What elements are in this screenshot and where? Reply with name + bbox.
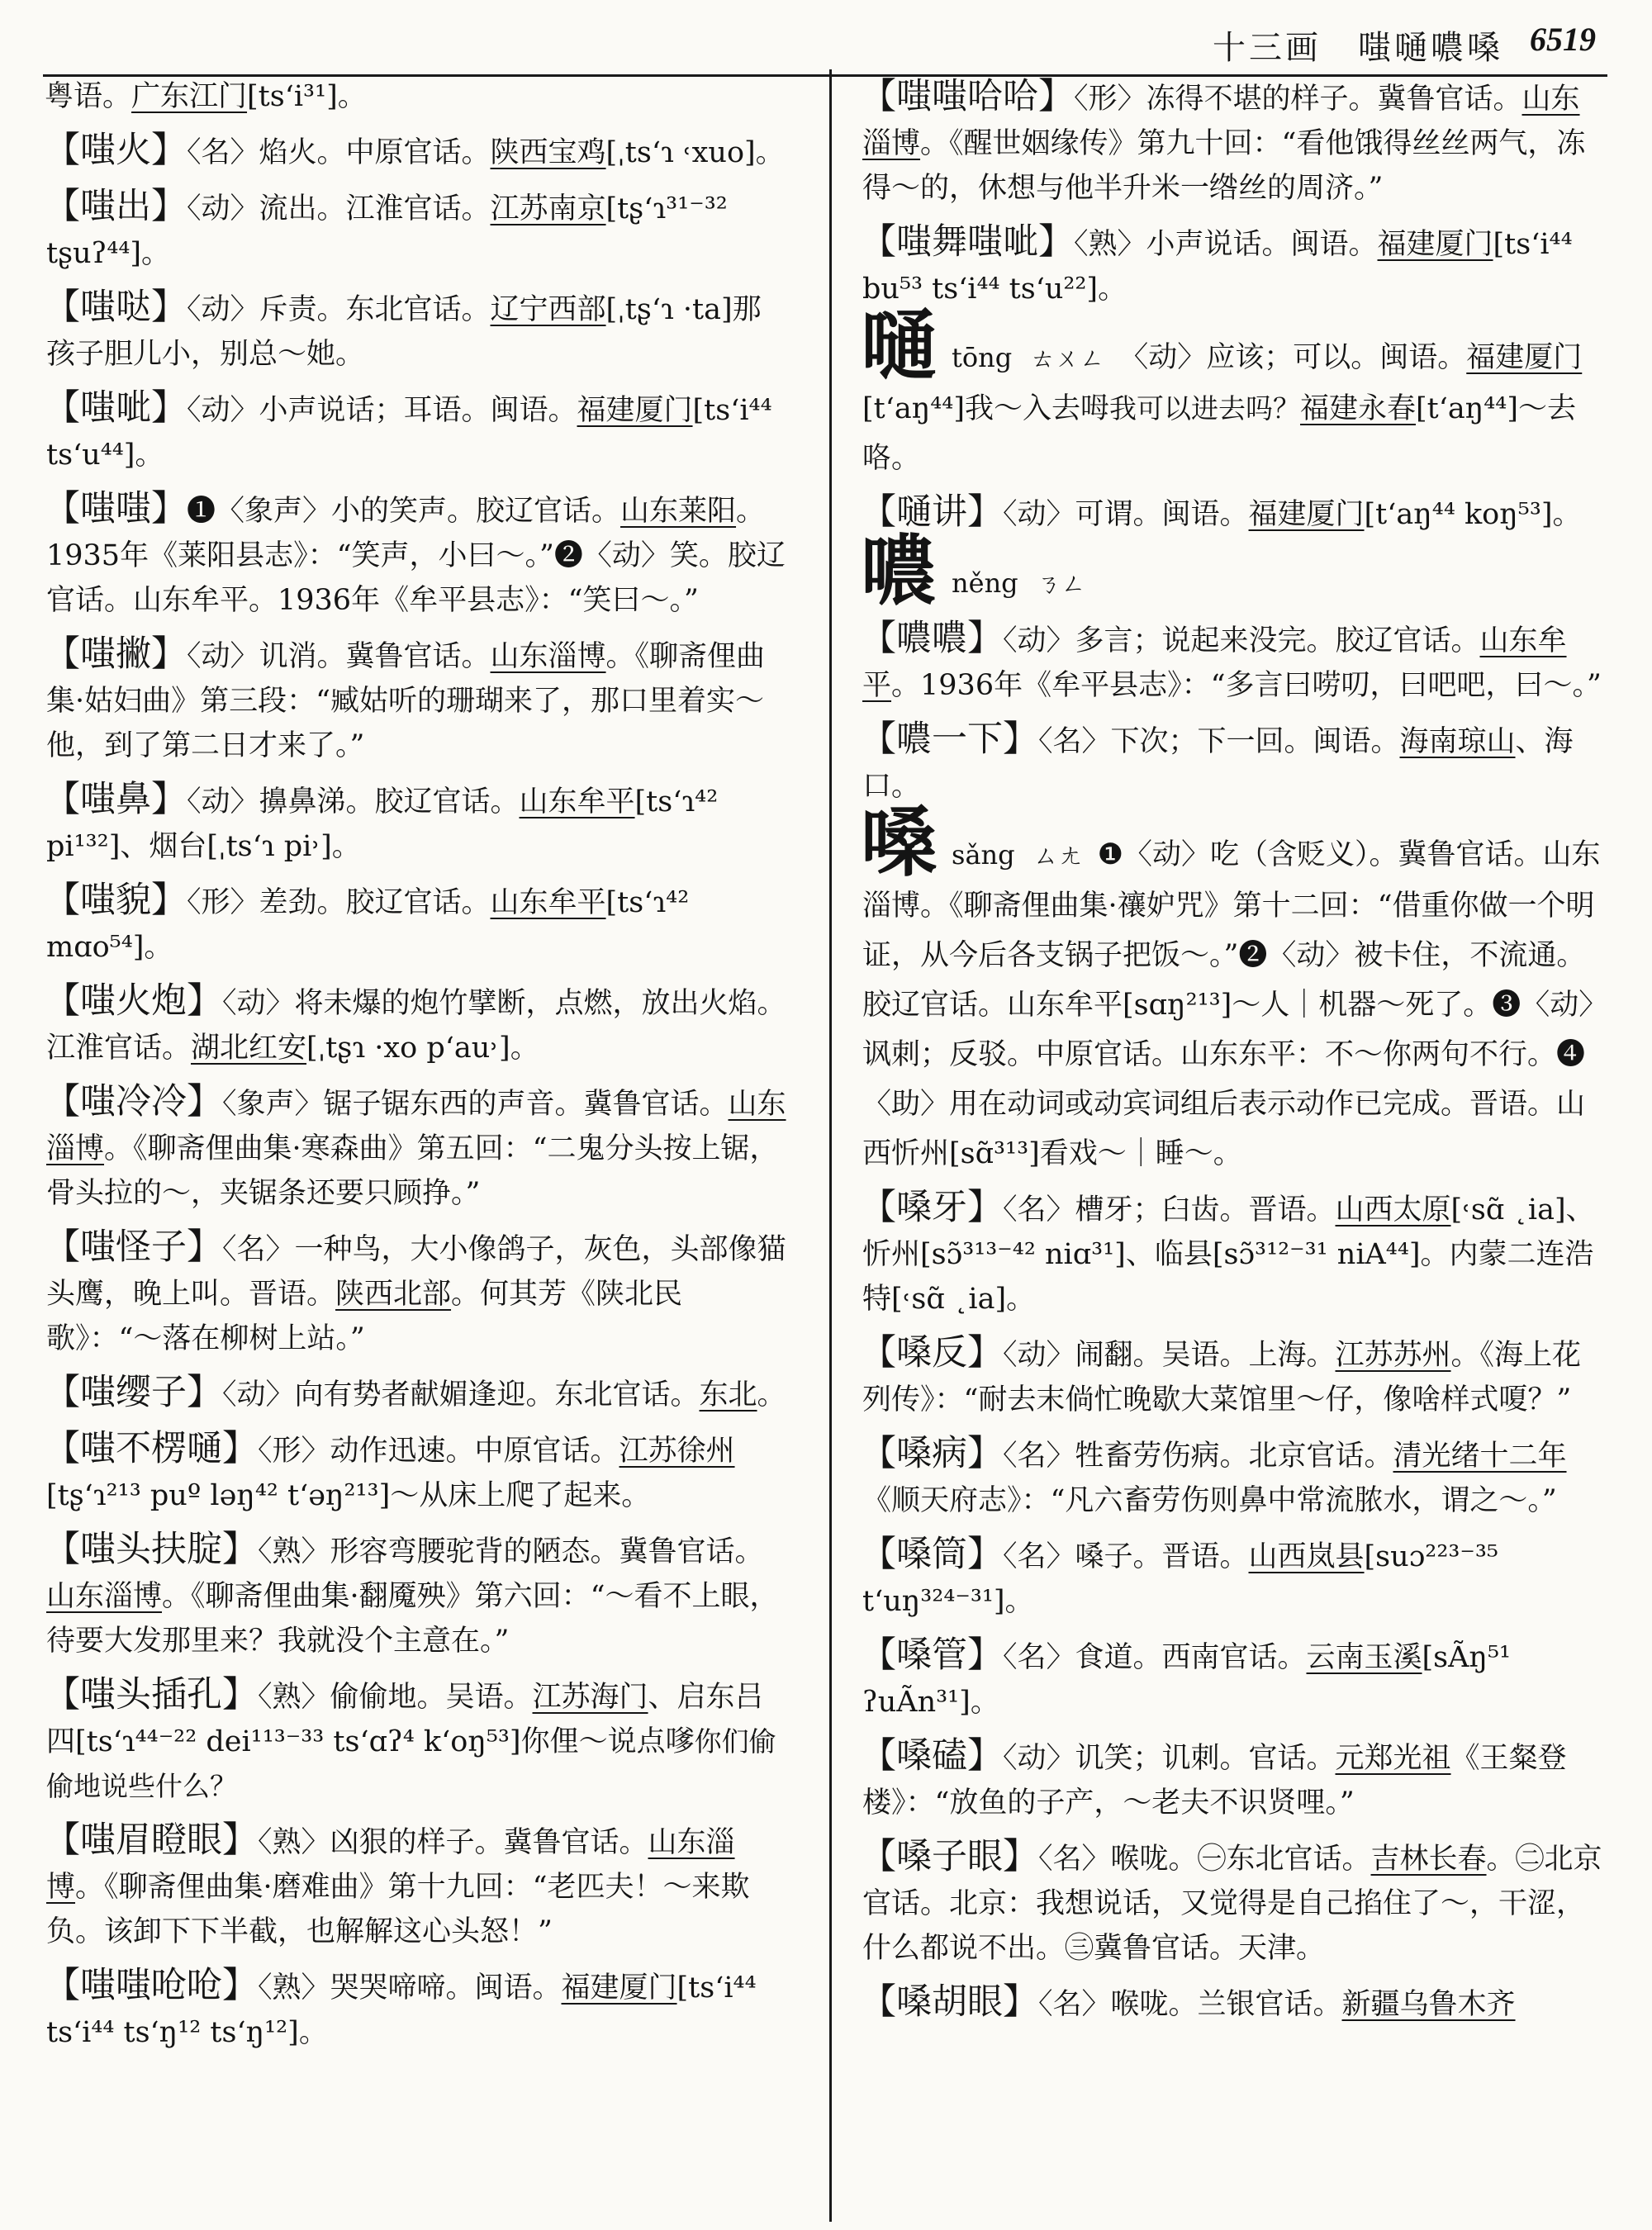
dictionary-entry: 【嗤怪子】〈名〉一种鸟，大小像鸽子，灰色，头部像猫头鹰，晚上叫。晋语。陕西北部。何其芳《陕北民歌》：“～落在柳树上站。” xyxy=(45,1226,786,1355)
region: 元郑光祖 xyxy=(1335,1742,1451,1775)
dictionary-entry: 【嗤嗤呛呛】〈熟〉哭哭啼啼。闽语。福建厦门[ts‘i⁴⁴ ts‘i⁴⁴ ts‘ŋ¹² ts‘ŋ¹²]。 xyxy=(45,1965,757,2049)
dictionary-entry: 【嗓病】〈名〉牲畜劳伤病。北京官话。清光绪十二年《顺天府志》：“凡六畜劳伤则鼻中常流脓水，谓之～。” xyxy=(861,1433,1567,1517)
page-number: 6519 xyxy=(1530,21,1596,58)
headword: 【嗤嗤呛呛】 xyxy=(45,1965,258,2006)
dictionary-entry: 【噥一下】〈名〉下次；下一回。闽语。海南琼山、海口。 xyxy=(861,719,1574,803)
dictionary-entry: 【嗤火】〈名〉焰火。中原官话。陕西宝鸡[ˌts‘ɿ ˓xuo]。 xyxy=(45,130,785,171)
region: 陕西宝鸡 xyxy=(490,136,606,169)
region: 山东牟平 xyxy=(862,624,1567,702)
headword: 【嗤头插孔】 xyxy=(45,1674,258,1715)
pinyin: sǎng xyxy=(952,839,1015,871)
region: 福建永春 xyxy=(1299,392,1416,425)
region: 福建厦门 xyxy=(1377,228,1493,261)
region: 福建厦门 xyxy=(577,394,693,427)
headword: 【嗤撇】 xyxy=(45,633,187,675)
headword: 【嗤出】 xyxy=(45,186,187,227)
region: 山东淄博 xyxy=(46,1088,786,1165)
zhuyin: ㄋㄥ xyxy=(1036,570,1086,599)
region: 清光绪十二年 xyxy=(1393,1440,1567,1473)
dictionary-entry: 【嗓牙】〈名〉槽牙；臼齿。晋语。山西太原[˓sɑ̃ ˛ia]、忻州[sɔ̃³¹³⁻⁴² niɑ³¹]、临县[sɔ̃³¹²⁻³¹ niA⁴⁴]。内蒙二连浩特[˓sɑ̃ ˛ia]。 xyxy=(861,1187,1595,1316)
region: 湖北红安 xyxy=(191,1032,307,1065)
region: 云南玉溪 xyxy=(1306,1641,1422,1674)
dictionary-entry: 【嗤火炮】〈动〉将未爆的炮竹擘断，点燃，放出火焰。江淮官话。湖北红安[ˌtʂɿ ·xo p‘au˒]。 xyxy=(45,980,786,1065)
region: 山东牟平 xyxy=(519,785,635,818)
zhuyin: ㄊㄨㄥ xyxy=(1030,344,1105,373)
region: 山东淄博 xyxy=(862,83,1580,160)
dictionary-entry: 【嗓子眼】〈名〉喉咙。㊀东北官话。吉林长春。㊁北京官话。北京：我想说话，又觉得是自己掐住了～，干涩，什么都说不出。㊂冀鲁官话。天津。 xyxy=(861,1836,1602,1965)
pinyin: něng xyxy=(952,567,1018,599)
dictionary-entry: 【嗤缨子】〈动〉向有势者献媚逢迎。东北官话。东北。 xyxy=(45,1372,786,1413)
region: 山西岚县 xyxy=(1248,1540,1365,1573)
dictionary-entry: 【嗤嗤哈哈】〈形〉冻得不堪的样子。冀鲁官话。山东淄博。《醒世姻缘传》第九十回：“看他饿得丝丝两气，冻得～的，休想与他半升米一绺丝的周济。” xyxy=(861,76,1586,205)
region: 吉林长春 xyxy=(1370,1843,1487,1876)
dictionary-entry: 粤语。广东江门[ts‘i³¹]。 xyxy=(45,80,367,113)
dictionary-entry: 【嗤不楞嗵】〈形〉动作迅速。中原官话。江苏徐州[tʂ‘ɿ²¹³ puº ləŋ⁴² t‘əŋ²¹³]～从床上爬了起来。 xyxy=(45,1428,735,1512)
dictionary-entry: 【嗤头插孔】〈熟〉偷偷地。吴语。江苏海门、启东吕四[ts‘ɿ⁴⁴⁻²² dei¹¹³⁻³³ ts‘ɑʔ⁴ k‘oŋ⁵³]你俚～说点嗲你们偷偷地说些什么？ xyxy=(45,1674,776,1802)
headword: 【嗤不楞嗵】 xyxy=(45,1428,258,1469)
headword: 【嗤鼻】 xyxy=(45,779,187,820)
dictionary-entry: 【嗤出】〈动〉流出。江淮官话。江苏南京[tʂ‘ɿ³¹⁻³² tʂuʔ⁴⁴]。 xyxy=(45,186,728,270)
headword: 【嗓磕】 xyxy=(861,1735,1003,1777)
headword: 【嗤火】 xyxy=(45,130,187,171)
region: 山东淄博 xyxy=(46,1826,735,1904)
character-entry-tong: 嗵tōng ㄊㄨㄥ 〈动〉应该；可以。闽语。福建厦门[t‘aŋ⁴⁴]我～入去呣我可以进去吗？福建永春[t‘aŋ⁴⁴]～去咯。 xyxy=(861,301,1583,475)
region: 江苏南京 xyxy=(490,192,606,225)
headword: 【嗵讲】 xyxy=(861,491,1003,533)
gloss: 我可以进去吗？ xyxy=(1108,392,1300,425)
region: 东北 xyxy=(699,1378,757,1412)
region: 山东莱阳 xyxy=(620,495,737,528)
pinyin: tōng xyxy=(952,342,1013,373)
region: 山西太原 xyxy=(1335,1193,1451,1226)
headword: 【嗓胡眼】 xyxy=(861,1981,1038,2023)
headword: 【嗤嗤哈哈】 xyxy=(861,76,1074,117)
headword: 【嗓管】 xyxy=(861,1635,1003,1676)
headword: 【嗤冷冷】 xyxy=(45,1081,222,1122)
region: 江苏苏州 xyxy=(1335,1339,1451,1372)
gloss: 你们偷偷地说些什么？ xyxy=(46,1725,776,1802)
region: 辽宁西部 xyxy=(490,293,606,326)
region: 江苏海门 xyxy=(532,1681,648,1714)
left-column xyxy=(46,74,790,2064)
region: 福建厦门 xyxy=(1466,341,1583,374)
dictionary-entry: 【嗓磕】〈动〉讥笑；讥刺。官话。元郑光祖《王粲登楼》：“放鱼的子产，～老夫不识贤哩。” xyxy=(861,1735,1567,1820)
dictionary-entry: 【嗤眉瞪眼】〈熟〉凶狠的样子。冀鲁官话。山东淄博。《聊斋俚曲集·磨难曲》第十九回：“老匹夫！～来欺负。该卸下下半截，也解解这心头怒！” xyxy=(45,1820,750,1948)
headword: 【嗓子眼】 xyxy=(861,1836,1038,1877)
headword: 【嗓病】 xyxy=(861,1433,1003,1474)
column-divider xyxy=(829,69,832,2222)
headword: 【嗓反】 xyxy=(861,1332,1003,1374)
dictionary-entry: 【嗓筒】〈名〉嗓子。晋语。山西岚县[suɔ²²³⁻³⁵ t‘uŋ³²⁴⁻³¹]。 xyxy=(861,1534,1498,1618)
headword: 【嗓牙】 xyxy=(861,1187,1003,1228)
headword: 【嗤舞嗤呲】 xyxy=(861,221,1074,263)
dictionary-entry: 【嗓反】〈动〉闹翻。吴语。上海。江苏苏州。《海上花列传》：“耐去末倘忙晚歇大菜馆里～仔，像啥样式嗄？” xyxy=(861,1332,1582,1416)
dictionary-entry: 【嗓管】〈名〉食道。西南官话。云南玉溪[sÃŋ⁵¹ ʔuÃn³¹]。 xyxy=(861,1635,1512,1719)
headword: 【噥一下】 xyxy=(861,719,1038,760)
region: 陕西北部 xyxy=(335,1278,452,1311)
dictionary-entry: 【嗤哒】〈动〉斥责。东北官话。辽宁西部[ˌtʂ‘ɿ ·ta]那孩子胆儿小，别总～她。 xyxy=(45,287,762,371)
headword: 【嗤缨子】 xyxy=(45,1372,222,1413)
head-character: 噥 xyxy=(861,526,938,615)
headword: 【嗤哒】 xyxy=(45,287,187,328)
dictionary-entry: 【嗤鼻】〈动〉擤鼻涕。胶辽官话。山东牟平[ts‘ɿ⁴² pi¹³²]、烟台[ˌts‘ɿ pi˒]。 xyxy=(45,779,719,863)
headword: 【嗤嗤】 xyxy=(45,488,187,529)
dictionary-entry: 【嗤冷冷】〈象声〉锯子锯东西的声音。冀鲁官话。山东淄博。《聊斋俚曲集·寒森曲》第五回：“二鬼分头按上锯，骨头拉的～，夹锯条还要只顾挣。” xyxy=(45,1081,786,1210)
head-character: 嗵 xyxy=(861,301,938,390)
zhuyin: ㄙㄤ xyxy=(1032,842,1083,871)
region: 福建厦门 xyxy=(561,1971,677,2005)
headword: 【嗤眉瞪眼】 xyxy=(45,1820,258,1861)
region: 江苏徐州 xyxy=(619,1435,735,1468)
headword: 【嗓筒】 xyxy=(861,1534,1003,1575)
dictionary-entry: 【嗵讲】〈动〉可谓。闽语。福建厦门[t‘aŋ⁴⁴ koŋ⁵³]。 xyxy=(861,491,1582,533)
headword: 【嗤火炮】 xyxy=(45,980,222,1022)
head-character: 嗓 xyxy=(861,798,938,887)
dictionary-entry: 【嗤头扶腚】〈熟〉形容弯腰驼背的陋态。冀鲁官话。山东淄博。《聊斋俚曲集·翻魇殃》第六回：“～看不上眼，待要大发那里来？我就没个主意在。” xyxy=(45,1529,779,1658)
dictionary-entry: 【嗤撇】〈动〉讥消。冀鲁官话。山东淄博。《聊斋俚曲集·姑妇曲》第三段：“臧姑听的珊瑚来了，那口里着实～他，到了第二日才来了。” xyxy=(45,633,766,762)
headword: 【嗤头扶腚】 xyxy=(45,1529,258,1570)
dictionary-entry: 【噥噥】〈动〉多言；说起来没完。胶辽官话。山东牟平。1936年《牟平县志》：“多言曰唠叨，曰吧吧，曰～。” xyxy=(861,618,1602,702)
headword: 【嗤呲】 xyxy=(45,387,187,429)
dictionary-entry: 【嗓胡眼】〈名〉喉咙。兰银官话。新疆乌鲁木齐 xyxy=(861,1981,1516,2023)
dictionary-entry: 【嗤舞嗤呲】〈熟〉小声说话。闽语。福建厦门[ts‘i⁴⁴ bu⁵³ ts‘i⁴⁴ ts‘u²²]。 xyxy=(861,221,1573,306)
region: 福建厦门 xyxy=(1248,498,1365,531)
region: 山东淄博 xyxy=(490,640,606,673)
region: 海南琼山 xyxy=(1399,725,1516,758)
headword: 【嗤怪子】 xyxy=(45,1226,222,1268)
right-column xyxy=(862,74,1606,2036)
page-header xyxy=(0,15,1652,67)
dictionary-entry: 【嗤嗤】❶〈象声〉小的笑声。胶辽官话。山东莱阳。1935年《莱阳县志》：“笑声，小曰～。”❷〈动〉笑。胶辽官话。山东牟平。1936年《牟平县志》：“笑曰～。” xyxy=(45,488,786,617)
headword: 【噥噥】 xyxy=(861,618,1003,659)
region: 山东牟平 xyxy=(490,886,606,919)
region: 新疆乌鲁木齐 xyxy=(1341,1988,1516,2021)
character-entry-sang: 嗓sǎng ㄙㄤ ❶〈动〉吃（含贬义）。冀鲁官话。山东淄博。《聊斋俚曲集·禳妒咒》第十二回：“借重你做一个明证，从今后各支锅子把饭～。”❷〈动〉被卡住，不流通。胶辽官话。山东牟平[sɑŋ²¹³]～人｜机器～死了。❸〈动〉讽刺；反驳。中原官话。山东东平：不～你两句不行。❹〈助〉用在动词或动宾词组后表示动作已完成。晋语。山西忻州[sɑ̃³¹³]看戏～｜睡～。 xyxy=(861,798,1601,1170)
region: 山东淄博 xyxy=(46,1580,163,1613)
character-entry-neng xyxy=(861,526,1606,615)
dictionary-entry: 【嗤呲】〈动〉小声说话；耳语。闽语。福建厦门[ts‘i⁴⁴ ts‘u⁴⁴]。 xyxy=(45,387,772,472)
dictionary-entry: 【嗤貌】〈形〉差劲。胶辽官话。山东牟平[ts‘ɿ⁴² mɑo⁵⁴]。 xyxy=(45,880,690,964)
running-title: 十三画 嗤嗵噥嗓 xyxy=(1213,29,1503,67)
headword: 【嗤貌】 xyxy=(45,880,187,921)
